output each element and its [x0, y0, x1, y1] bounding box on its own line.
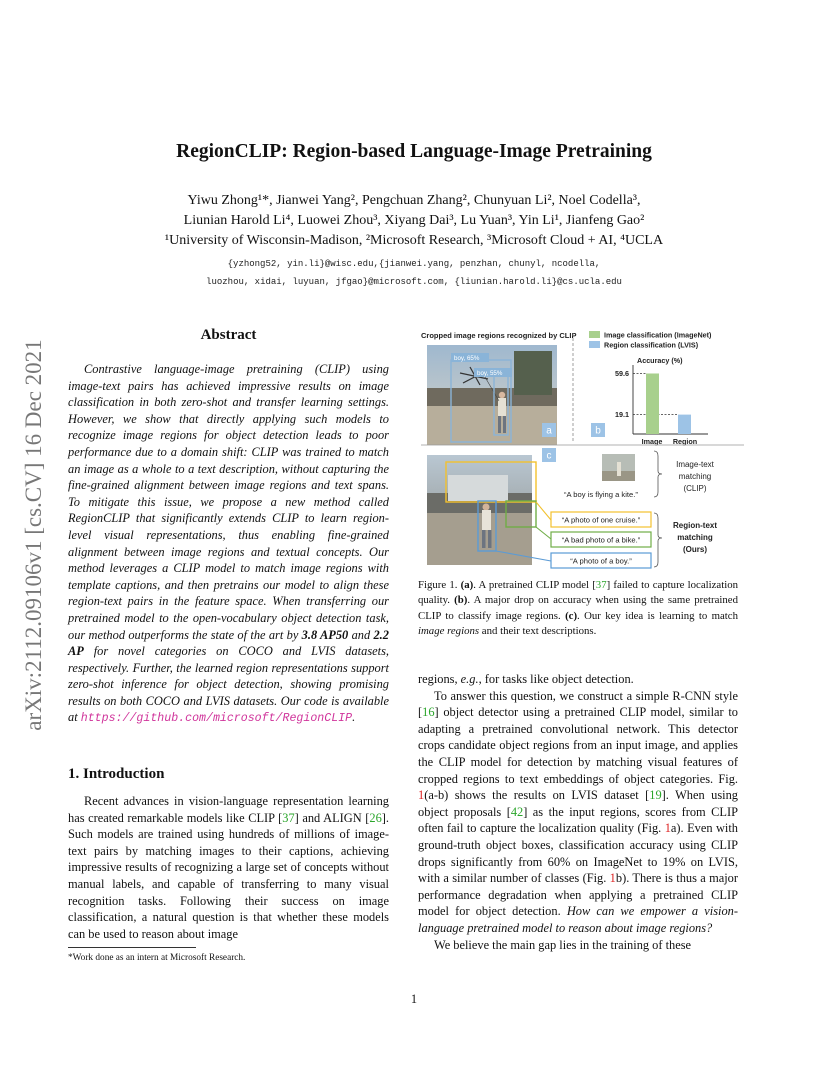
figure-1-graphic: [418, 325, 746, 575]
label-c: c: [546, 450, 552, 462]
figure-1: [418, 325, 746, 575]
authors-line-2: Liunian Harold Li⁴, Luowei Zhou³, Xiyang Dai³, Lu Yuan³, Yin Li¹, Jianfeng Gao²: [183, 213, 645, 228]
tick-label-low: 19.1: [615, 410, 629, 420]
connector-yellow: [536, 502, 551, 520]
body-text: (a-b) shows the results on LVIS dataset [: [424, 788, 650, 803]
right-column-text: [418, 671, 738, 953]
body-italic: How can we empower a vision-language pretrained model to reason about image regions?: [418, 904, 738, 935]
paper-title: RegionCLIP: Region-based Language-Image Pretraining: [176, 141, 652, 162]
emails-line-1: {yzhong52, yin.li}@wisc.edu,{jianwei.yang, penzhan, chunyl, ncodella,: [227, 259, 601, 269]
body-text: To answer this question, we construct a simple R-CNN style [: [418, 688, 738, 720]
caption-text: . A major drop on accuracy when using the same pretrained CLIP to classify image regions.: [418, 594, 739, 622]
caption-text: Figure 1.: [418, 579, 461, 591]
caption-text: . A pretrained CLIP model [: [473, 579, 596, 591]
label-b: b: [595, 425, 601, 437]
caption-italic: image regions: [418, 625, 480, 638]
caption-region-2: “A bad photo of a bike.”: [561, 535, 641, 545]
connector-green: [536, 527, 551, 539]
intro-heading: 1. Introduction: [68, 766, 165, 782]
citation-link[interactable]: 37: [282, 810, 295, 825]
code-link[interactable]: https://github.com/microsoft/RegionCLIP: [80, 712, 353, 726]
affiliations: ¹University of Wisconsin-Madison, ²Microsoft Research, ³Microsoft Cloud + AI, ⁴UCLA: [164, 233, 664, 248]
category-image: Image: [641, 437, 663, 446]
match-image-line-2: matching: [678, 472, 712, 481]
tick-label-high: 59.6: [615, 368, 629, 378]
caption-bold-a: (a): [460, 579, 474, 591]
body-text: b). There is thus a major performance degradation when applying a pretrained CLIP model for object detection.: [418, 871, 738, 919]
caption-bold-c: (c): [565, 609, 578, 622]
citation-link[interactable]: 42: [510, 804, 524, 819]
figure-link[interactable]: 1: [664, 821, 671, 836]
legend-swatch-lvis: [589, 341, 600, 348]
match-image-line-3: (CLIP): [683, 484, 707, 493]
caption-region-1: “A photo of one cruise.”: [561, 515, 641, 525]
match-region-line-1: Region-text: [673, 521, 717, 530]
intro-part: ] and ALIGN [: [294, 810, 370, 825]
citation-link[interactable]: 37: [595, 579, 607, 591]
brace-top: [654, 451, 662, 497]
match-region-line-2: matching: [677, 533, 713, 542]
abstract-bold-ap50: 3.8 AP50: [301, 627, 349, 642]
footnote: *Work done as an intern at Microsoft Research.: [68, 953, 246, 963]
caption-region-3: “A photo of a boy.”: [570, 556, 632, 566]
panel-a-photo: [427, 345, 557, 445]
body-italic: e.g.: [460, 672, 479, 686]
body-text: ]. When using object proposals [: [418, 788, 738, 819]
caption-text: ] failed to capture localization quality.: [418, 579, 739, 607]
arxiv-identifier: arXiv:2112.09106v1 [cs.CV] 16 Dec 2021: [21, 339, 46, 731]
body-text: regions,: [418, 672, 461, 686]
footnote-divider: [68, 947, 196, 948]
caption-text: and their text descriptions.: [479, 625, 597, 638]
match-image-line-1: Image-text: [676, 460, 714, 469]
page-number: 1: [410, 992, 418, 1006]
citation-link[interactable]: 16: [422, 705, 435, 720]
chart-y-label: Accuracy (%): [637, 356, 683, 365]
abstract-part-2: for novel categories on COCO and LVIS datasets, respectively. Further, the learned region representations support zero-shot inference for object detection, showing promising results on both COCO and LVIS datasets. Our code is available at: [68, 644, 389, 725]
legend-swatch-imagenet: [589, 331, 600, 338]
intro-part: Recent advances in vision-language representation learning has created remarkable models like CLIP [: [68, 794, 389, 825]
panel-c-photo: [427, 455, 536, 565]
abstract-and: and: [348, 627, 374, 642]
body-text: a). Even with ground-truth object boxes, classification accuracy using CLIP drops significantly from 60% on ImageNet to 19% on LVIS, with a similar number of classes (Fig.: [418, 821, 738, 886]
legend-imagenet: Image classification (ImageNet): [604, 330, 712, 340]
authors-line-1: Yiwu Zhong¹*, Jianwei Yang², Pengchuan Zhang², Chunyuan Li², Noel Codella³,: [187, 193, 641, 208]
caption-text: . Our key idea is learning to match: [577, 609, 738, 622]
figure-link[interactable]: 1: [609, 871, 616, 886]
body-text: , for tasks like object detection.: [478, 672, 634, 686]
brace-bottom: [654, 513, 662, 567]
intro-text: [68, 793, 389, 942]
citation-link[interactable]: 26: [369, 810, 382, 825]
abstract-part-1: Contrastive language-image pretraining (CLIP) using image-text pairs has achieved impressive results on image classification in both zero-shot and transfer learning settings. However, we show that directly applying such models to recognize image regions for object detection leads to poor performance due to a domain shift: CLIP was trained to match an image as a whole to a text description, without capturing the fine-grained alignment between image regions and text spans. To mitigate this issue, we propose a new method called RegionCLIP that significantly extends CLIP to learn region-level visual representations, thus enabling fine-grained alignment between image regions and textual concepts. Our method leverages a CLIP model to match image regions with template captions, and then pretrains our model to align these region-text pairs in the feature space. When transferring our pretrained model to the open-vocabulary object detection task, our method outperforms the state of the art by: [68, 362, 389, 642]
abstract-text: Contrastive language-image pretraining (CLIP) using image-text pairs has achieved impressive results on image classification in both zero-shot and transfer learning settings. However, we show that directly applying such models to recognize image regions for object detection leads to poor performance due to a domain shift: CLIP was trained to match an image as a whole to a text description, without capturing the fine-grained alignment between image regions and text spans. To mitigate this issue, we propose a new method called RegionCLIP that significantly extends CLIP to learn region-level visual representations, thus enabling fine-grained alignment between image regions and textual concepts. Our method leverages a CLIP model to match image regions with template captions, and then pretrains our model to align these region-text pairs in the feature space. When transferring our pretrained model to the open-vocabulary object detection task, our method outperforms the state of the art by 3.8 AP50 and 2.2 AP for novel categories on COCO and LVIS datasets, respectively. Further, the learned region representations support zero-shot inference for object detection, showing promising results on both COCO and LVIS datasets. Our code is available at https://github.com/microsoft/RegionCLIP.: [68, 362, 389, 726]
legend-lvis: Region classification (LVIS): [604, 340, 699, 350]
caption-image: “A boy is flying a kite.”: [564, 490, 638, 499]
figure-caption: [418, 578, 738, 640]
abstract-bold-ap: 2.2 AP: [68, 627, 389, 659]
intro-part: ]. Such models are trained using hundreds of millions of image-text pairs by matching images to their captions, achieving impressive results of recognizing a large set of concepts without manual labels, and capable of transferring to many visual recognition tasks. Following their success on image classification, a natural question is that whether these models can be used to reason about image: [68, 810, 389, 941]
panel-a-title: Cropped image regions recognized by CLIP: [421, 331, 577, 340]
box-label-2: boy, 55%: [477, 370, 503, 377]
category-region: Region: [672, 437, 698, 446]
match-region-line-3: (Ours): [683, 545, 707, 554]
figure-link[interactable]: 1: [418, 788, 425, 803]
box-label-1: boy, 65%: [454, 355, 480, 362]
bar-image: [646, 373, 659, 434]
citation-link[interactable]: 19: [649, 788, 662, 803]
body-text: We believe the main gap lies in the training of these: [434, 937, 692, 952]
abstract-heading: Abstract: [200, 327, 257, 343]
bar-region: [678, 415, 691, 434]
body-text: ] object detector using a pretrained CLIP model, similar to adapting a pretrained convolutional network. This detector crops candidate object regions from an input image, and applies the CLIP model for detection by matching visual features of cropped regions to text embeddings of object categories. Fig.: [418, 705, 738, 786]
caption-bold-b: (b): [454, 594, 468, 607]
label-a: a: [546, 425, 552, 437]
body-text: ] as the input regions, scores from CLIP often fail to capture the localization quality (Fig.: [418, 804, 738, 836]
emails-line-2: luozhou, xidai, luyuan, jfgao}@microsoft.com, {liunian.harold.li}@cs.ucla.edu: [206, 277, 622, 287]
thumbnail-image: [602, 454, 635, 481]
bar-chart: [589, 331, 712, 447]
